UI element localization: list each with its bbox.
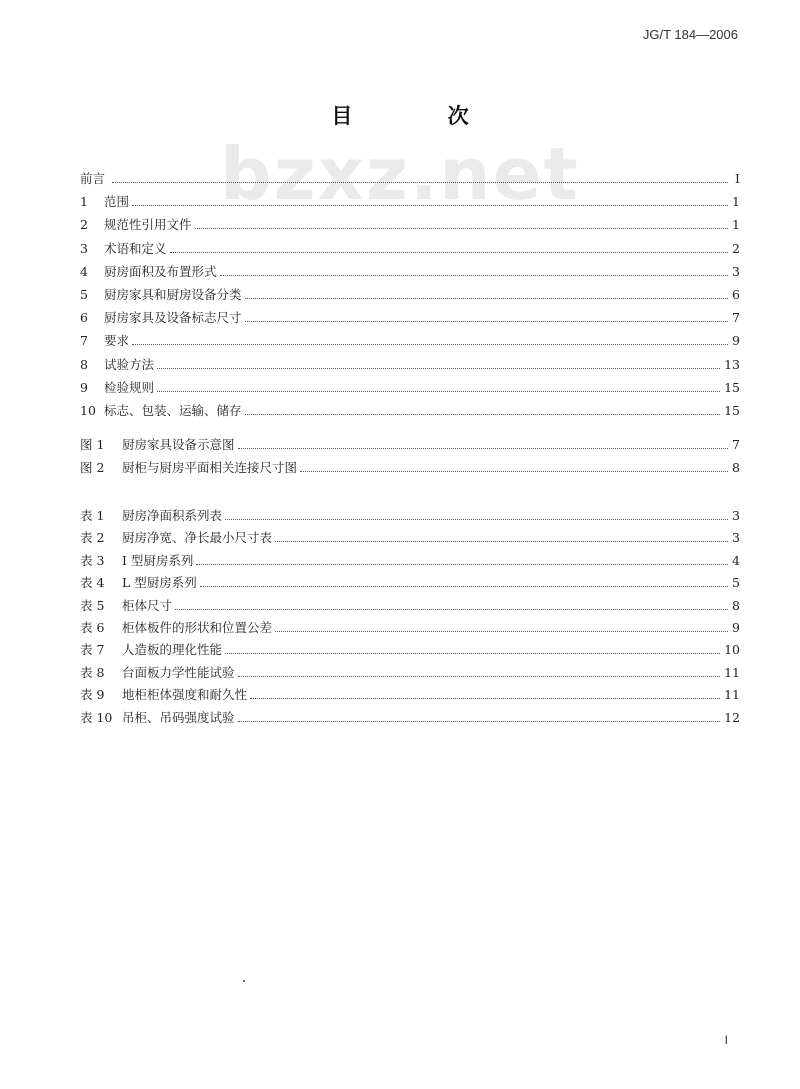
- toc-entry-page: 7: [732, 310, 740, 326]
- toc-entry-title: 检验规则: [104, 379, 155, 395]
- standard-code: JG/T 184—2006: [642, 27, 738, 42]
- toc-entry-title: 厨房家具设备示意图: [122, 437, 235, 452]
- toc-entry-page: I: [735, 171, 740, 186]
- toc-entry-number: 表 1: [80, 508, 105, 523]
- dot-leader: [220, 275, 728, 276]
- toc-entry[interactable]: [80, 525, 740, 545]
- dot-leader: [238, 721, 721, 722]
- toc-entry-title: 规范性引用文件: [104, 217, 192, 233]
- toc-entry-number: 10: [80, 403, 96, 418]
- toc-entry[interactable]: [80, 189, 740, 209]
- toc-entry[interactable]: [80, 305, 740, 325]
- toc-entry-page: 10: [724, 642, 740, 658]
- toc-entry[interactable]: [80, 328, 740, 348]
- toc-entry[interactable]: [80, 455, 740, 475]
- toc-entry-number: 表 5: [80, 597, 105, 613]
- watermark: bzxz.net: [220, 132, 580, 216]
- dot-leader: [157, 368, 720, 369]
- toc-entry-page: 15: [724, 403, 740, 418]
- toc-entry[interactable]: [80, 432, 740, 452]
- toc-entry-page: 2: [732, 240, 740, 256]
- toc-entry-number: 表 3: [80, 552, 105, 568]
- toc-entry-title: 术语和定义: [104, 240, 167, 256]
- toc-entry-title: L 型厨房系列: [122, 575, 197, 591]
- toc-entry[interactable]: [80, 503, 740, 523]
- toc-entry-number: 4: [80, 263, 88, 279]
- toc-entry-page: 7: [732, 437, 740, 452]
- toc-entry[interactable]: [80, 282, 740, 302]
- toc-entry-number: 表 6: [80, 620, 105, 635]
- toc-entry-number: 图 1: [80, 437, 105, 452]
- dot-leader: [175, 609, 728, 610]
- dot-leader: [112, 182, 728, 183]
- dot-leader: [157, 391, 720, 392]
- toc-entry-number: 3: [80, 240, 88, 256]
- toc-entry-title: 厨房家具和厨房设备分类: [104, 287, 242, 302]
- toc-entry-number: 8: [80, 356, 88, 372]
- toc-entry-number: 表 7: [80, 642, 105, 658]
- toc-entry[interactable]: [80, 660, 740, 680]
- toc-entry-page: 9: [732, 620, 740, 635]
- dot-leader: [245, 321, 728, 322]
- dot-leader: [300, 471, 728, 472]
- toc-entry[interactable]: [80, 682, 740, 702]
- toc-entry-page: 8: [732, 460, 740, 475]
- toc-entry-title: 要求: [104, 333, 130, 349]
- toc-entry[interactable]: [80, 398, 740, 418]
- dot-leader: [275, 631, 728, 632]
- toc-entry[interactable]: [80, 375, 740, 395]
- toc-entry[interactable]: [80, 166, 740, 186]
- toc-entry[interactable]: [80, 615, 740, 635]
- dot-leader: [132, 344, 728, 345]
- toc-entry-page: 3: [732, 263, 740, 279]
- toc-entry-title: 柜体尺寸: [122, 597, 173, 613]
- toc-entry-number: 表 2: [80, 530, 105, 546]
- toc-entry-page: 13: [724, 356, 740, 372]
- toc-entry-title: I 型厨房系列: [122, 552, 194, 568]
- toc-entry-page: 4: [732, 552, 740, 568]
- dot-leader: [245, 414, 721, 415]
- toc-entry-page: 9: [732, 333, 740, 349]
- toc-entry-title: 厨房家具及设备标志尺寸: [104, 310, 242, 326]
- toc-entry[interactable]: [80, 705, 740, 725]
- dot-leader: [200, 586, 728, 587]
- toc-entry[interactable]: [80, 212, 740, 232]
- toc-entry-number: 1: [80, 194, 88, 210]
- toc-entry-title: 范围: [104, 194, 130, 210]
- dot-leader: [275, 541, 728, 542]
- footer-page-number: I: [724, 1033, 728, 1047]
- dot-leader: [225, 653, 720, 654]
- toc-entry[interactable]: [80, 637, 740, 657]
- dot-leader: [132, 205, 728, 206]
- toc-entry-page: 3: [732, 508, 740, 523]
- toc-entry-number: 6: [80, 310, 88, 326]
- dot-leader: [225, 519, 728, 520]
- toc-entry-number: 表 9: [80, 687, 105, 703]
- dot-leader: [238, 448, 728, 449]
- toc-entry-page: 3: [732, 530, 740, 546]
- toc-entry-page: 6: [732, 287, 740, 302]
- dot-leader: [196, 564, 728, 565]
- toc-entry-page: 1: [732, 194, 740, 210]
- page-title: 目 次: [331, 104, 513, 128]
- toc-entry-title: 厨柜与厨房平面相关连接尺寸图: [122, 460, 298, 475]
- toc-entry[interactable]: [80, 548, 740, 568]
- toc-entry-number: 2: [80, 217, 88, 233]
- toc-entry-page: 11: [724, 664, 740, 680]
- toc-entry[interactable]: [80, 236, 740, 256]
- toc-entry-page: 12: [724, 709, 740, 725]
- toc-entry-title: 地柜柜体强度和耐久性: [122, 687, 248, 703]
- toc-entry-number: 9: [80, 379, 88, 395]
- toc-entry-number: 表 8: [80, 664, 105, 680]
- toc-entry-title: 吊柜、吊码强度试验: [122, 709, 235, 725]
- dot-leader: [245, 298, 728, 299]
- toc-entry-title: 厨房净面积系列表: [122, 508, 223, 523]
- toc-entry-title: 试验方法: [104, 356, 155, 372]
- toc-entry-page: 5: [732, 575, 740, 591]
- toc-entry-page: 8: [732, 597, 740, 613]
- toc-entry-number: 表 4: [80, 575, 105, 591]
- toc-entry-title: 人造板的理化性能: [122, 642, 223, 658]
- toc-entry[interactable]: [80, 259, 740, 279]
- toc-entry-number: 5: [80, 287, 88, 302]
- toc-entry-number: 图 2: [80, 460, 105, 475]
- toc-entry[interactable]: [80, 352, 740, 372]
- toc-entry-page: 11: [724, 687, 740, 703]
- dot-leader: [170, 252, 728, 253]
- dot-leader: [238, 676, 721, 677]
- toc-entry-page: 1: [732, 217, 740, 233]
- toc-entry-number: 表 10: [80, 709, 113, 725]
- toc-entry-number: 7: [80, 333, 88, 349]
- dot-leader: [250, 698, 720, 699]
- toc-entry-title: 台面板力学性能试验: [122, 664, 235, 680]
- toc-entry-page: 15: [724, 379, 740, 395]
- toc-entry[interactable]: [80, 593, 740, 613]
- toc-entry-title: 厨房净宽、净长最小尺寸表: [122, 530, 273, 546]
- toc-entry-title: 柜体板件的形状和位置公差: [122, 620, 273, 635]
- toc-entry-number: 前言: [80, 171, 106, 186]
- toc-entry-title: 厨房面积及布置形式: [104, 263, 217, 279]
- dot-leader: [195, 228, 728, 229]
- toc-entry-title: 标志、包装、运输、储存: [104, 403, 242, 418]
- toc-entry[interactable]: [80, 570, 740, 590]
- scan-speck: [243, 980, 245, 982]
